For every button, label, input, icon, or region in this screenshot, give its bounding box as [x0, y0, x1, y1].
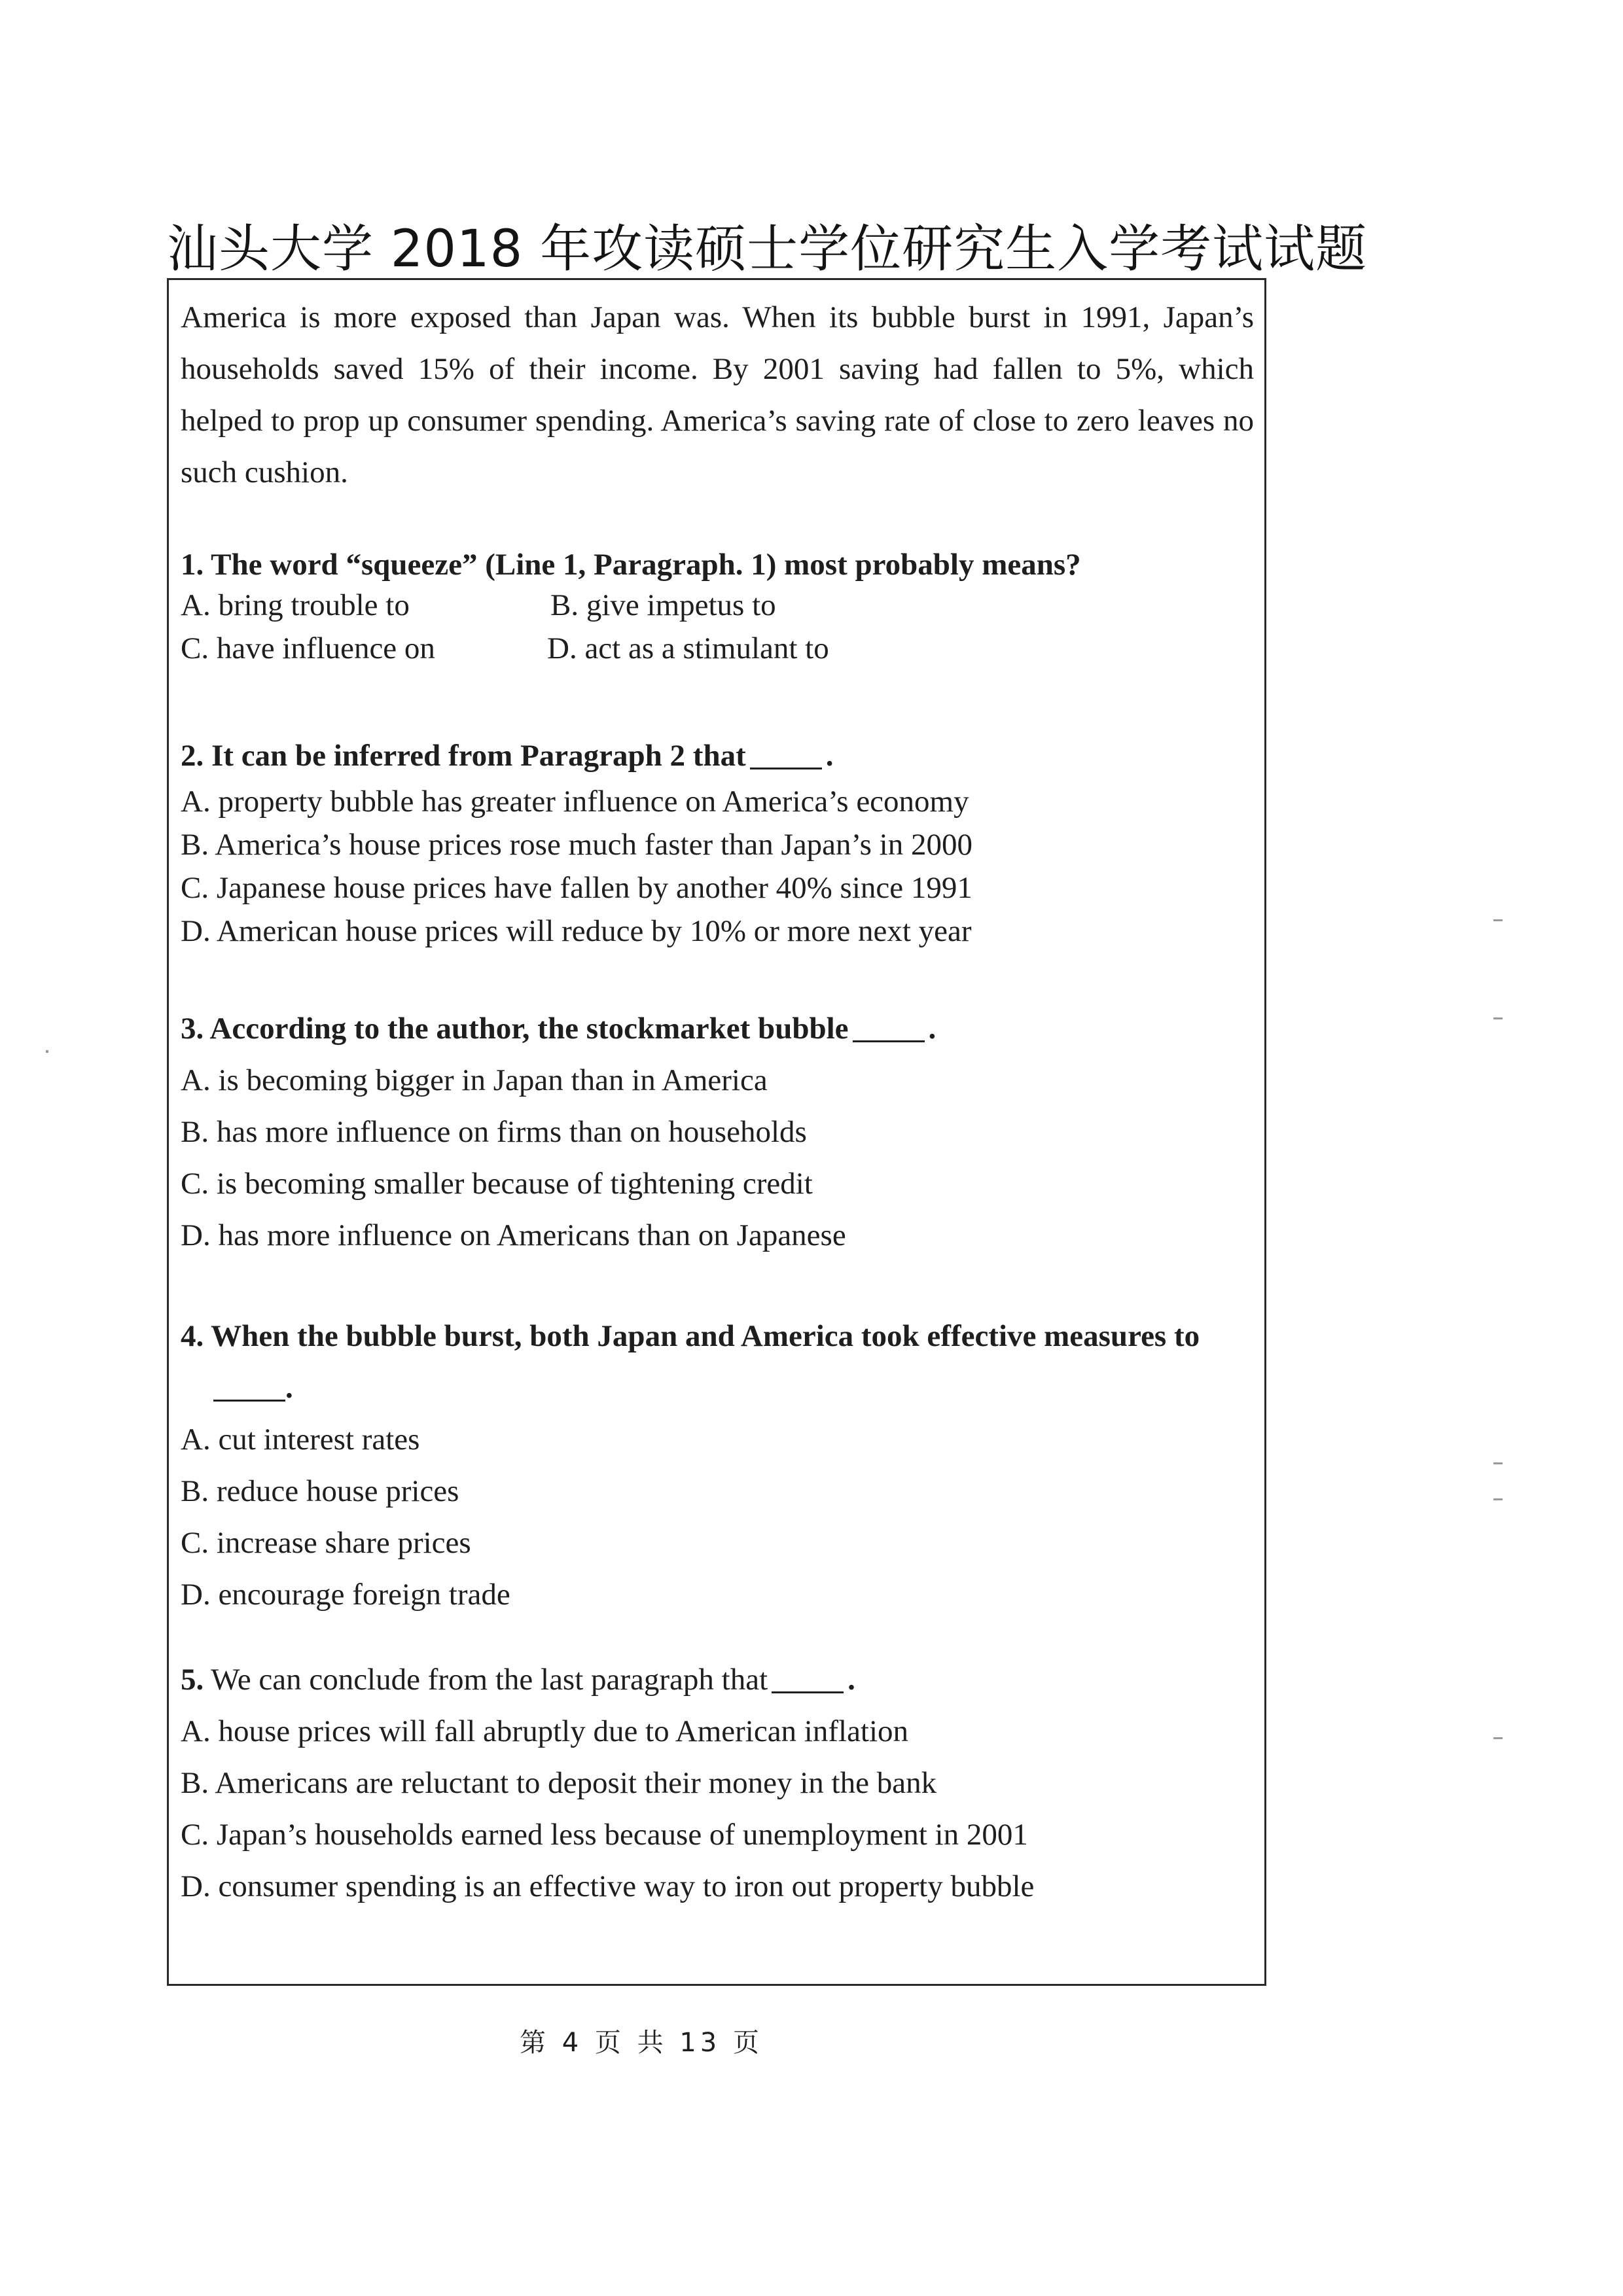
question-4: [181, 1311, 1254, 1621]
stem-period: .: [928, 1012, 936, 1046]
question-5-option-d: D. consumer spending is an effective way to iron out property bubble: [181, 1869, 1035, 1903]
question-3: [181, 1003, 1254, 1262]
answer-blank: [853, 1010, 925, 1042]
page-number: 第 4 页 共 13 页: [520, 2028, 763, 2058]
question-4-option-b: B. reduce house prices: [181, 1474, 459, 1508]
question-4-option-a: A. cut interest rates: [181, 1422, 420, 1457]
question-5-stem-text: We can conclude from the last paragraph that: [211, 1663, 768, 1697]
scan-speck: [46, 1050, 48, 1053]
question-3-option-a: A. is becoming bigger in Japan than in America: [181, 1063, 768, 1097]
scan-speck: [1493, 919, 1503, 921]
question-4-option-c: C. increase share prices: [181, 1526, 471, 1560]
question-2-option-b: B. America’s house prices rose much faster than Japan’s in 2000: [181, 828, 972, 862]
question-5-stem: [181, 1654, 1254, 1706]
question-3-option-c: C. is becoming smaller because of tightening credit: [181, 1167, 813, 1201]
answer-blank: [772, 1661, 844, 1693]
stem-period: .: [825, 739, 834, 773]
question-1-option-b: B. give impetus to: [550, 588, 776, 622]
question-5-option-b: B. Americans are reluctant to deposit their money in the bank: [181, 1766, 937, 1800]
question-5: [181, 1654, 1254, 1913]
scan-speck: [1493, 1498, 1503, 1500]
question-1-options-row-2: [181, 631, 1254, 674]
question-2-option-a: A. property bubble has greater influence on America’s economy: [181, 785, 969, 819]
answer-blank: [213, 1369, 285, 1402]
question-3-option-b: B. has more influence on firms than on households: [181, 1115, 807, 1149]
question-4-stem-line-1: 4. When the bubble burst, both Japan and America took effective measures to: [181, 1319, 1200, 1353]
question-1-options-row-1: [181, 588, 1254, 631]
question-1-option-c: C. have influence on: [181, 631, 435, 665]
question-1: [181, 542, 1254, 674]
question-4-stem-line-2: [181, 1362, 1254, 1414]
exam-title: 汕头大学 2018 年攻读硕士学位研究生入学考试试题: [167, 220, 1368, 279]
reading-passage: America is more exposed than Japan was. When its bubble burst in 1991, Japan’s households saved 15% of their income. By 2001 saving had fallen to 5%, which helped to prop up consumer spending. America’s saving rate of close to zero leaves no such cushion.: [181, 300, 1254, 489]
question-2-option-d: D. American house prices will reduce by 10% or more next year: [181, 914, 972, 948]
question-4-option-d: D. encourage foreign trade: [181, 1578, 510, 1612]
answer-blank: [750, 737, 822, 769]
question-2-stem-text: 2. It can be inferred from Paragraph 2 that: [181, 739, 746, 773]
question-5-number: 5.: [181, 1663, 204, 1697]
question-1-option-d: D. act as a stimulant to: [547, 631, 829, 665]
stem-period: .: [847, 1663, 855, 1697]
question-2-stem: [181, 732, 1254, 780]
question-2: [181, 732, 1254, 953]
scan-speck: [1493, 1462, 1503, 1464]
question-5-option-c: C. Japan’s households earned less because of unemployment in 2001: [181, 1818, 1028, 1852]
question-box: [167, 278, 1266, 1986]
scan-speck: [1493, 1737, 1503, 1739]
question-5-option-a: A. house prices will fall abruptly due to American inflation: [181, 1714, 909, 1748]
question-1-stem: 1. The word “squeeze” (Line 1, Paragraph. 1) most probably means?: [181, 548, 1081, 582]
stem-period: .: [285, 1371, 293, 1405]
question-1-option-a: A. bring trouble to: [181, 588, 410, 622]
question-3-option-d: D. has more influence on Americans than on Japanese: [181, 1218, 846, 1252]
question-3-stem-text: 3. According to the author, the stockmarket bubble: [181, 1012, 849, 1046]
question-2-option-c: C. Japanese house prices have fallen by another 40% since 1991: [181, 871, 972, 905]
question-3-stem: [181, 1003, 1254, 1055]
scan-speck: [1493, 1017, 1503, 1019]
